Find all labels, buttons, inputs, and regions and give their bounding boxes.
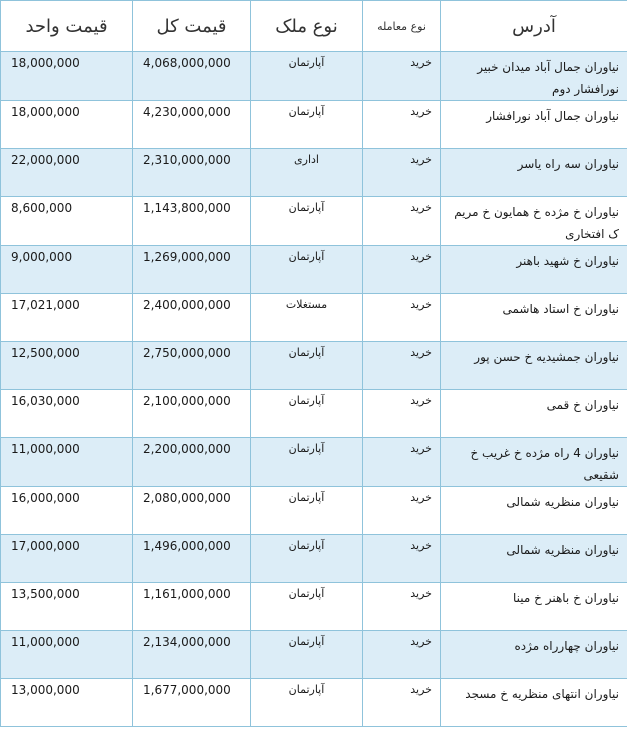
- total-price-cell: 4,068,000,000: [133, 52, 251, 101]
- transaction-type-cell: خرید: [363, 294, 441, 342]
- unit-price-cell: 13,000,000: [1, 679, 133, 727]
- unit-price-cell: 11,000,000: [1, 631, 133, 679]
- table-row: [1, 197, 627, 246]
- property-type-cell: آپارتمان: [251, 342, 363, 390]
- address-cell: نیاوران سه راه یاسر: [441, 149, 627, 197]
- total-price-cell: 2,134,000,000: [133, 631, 251, 679]
- table-row: [1, 631, 627, 679]
- property-type-cell: آپارتمان: [251, 583, 363, 631]
- total-price-cell: 1,677,000,000: [133, 679, 251, 727]
- total-price-cell: 4,230,000,000: [133, 101, 251, 149]
- transaction-type-cell: خرید: [363, 679, 441, 727]
- transaction-type-cell: خرید: [363, 631, 441, 679]
- total-price-cell: 2,750,000,000: [133, 342, 251, 390]
- address-cell: نیاوران خ باهنر خ مینا: [441, 583, 627, 631]
- property-type-cell: مستغلات: [251, 294, 363, 342]
- address-cell: نیاوران خ قمی: [441, 390, 627, 438]
- unit-price-cell: 11,000,000: [1, 438, 133, 487]
- address-cell: نیاوران خ استاد هاشمی: [441, 294, 627, 342]
- address-cell: نیاوران جمال آباد میدان خبیر نورافشار دوم: [441, 52, 627, 101]
- transaction-type-cell: خرید: [363, 197, 441, 246]
- table-row: [1, 679, 627, 727]
- total-price-cell: 1,161,000,000: [133, 583, 251, 631]
- transaction-type-cell: خرید: [363, 487, 441, 535]
- unit-price-cell: 18,000,000: [1, 101, 133, 149]
- total-price-cell: 1,496,000,000: [133, 535, 251, 583]
- table-row: [1, 149, 627, 197]
- address-cell: نیاوران خ مژده خ همایون خ مریم ک افتخاری: [441, 197, 627, 246]
- header-transaction-type: نوع معامله: [363, 1, 441, 52]
- table-body: [1, 52, 627, 727]
- address-cell: نیاوران چهارراه مژده: [441, 631, 627, 679]
- transaction-type-cell: خرید: [363, 52, 441, 101]
- table-row: [1, 294, 627, 342]
- unit-price-cell: 17,000,000: [1, 535, 133, 583]
- property-type-cell: آپارتمان: [251, 52, 363, 101]
- property-type-cell: اداری: [251, 149, 363, 197]
- total-price-cell: 1,269,000,000: [133, 246, 251, 294]
- address-cell: نیاوران منظریه شمالی: [441, 535, 627, 583]
- table-header-row: [1, 1, 627, 52]
- address-cell: نیاوران جمشیدیه خ حسن پور: [441, 342, 627, 390]
- total-price-cell: 2,080,000,000: [133, 487, 251, 535]
- property-type-cell: آپارتمان: [251, 679, 363, 727]
- header-unit-price: قیمت واحد: [1, 1, 133, 52]
- table-row: [1, 487, 627, 535]
- unit-price-cell: 13,500,000: [1, 583, 133, 631]
- address-cell: نیاوران خ شهید باهنر: [441, 246, 627, 294]
- property-type-cell: آپارتمان: [251, 246, 363, 294]
- unit-price-cell: 12,500,000: [1, 342, 133, 390]
- property-type-cell: آپارتمان: [251, 631, 363, 679]
- total-price-cell: 2,310,000,000: [133, 149, 251, 197]
- address-cell: نیاوران انتهای منظریه خ مسجد: [441, 679, 627, 727]
- property-type-cell: آپارتمان: [251, 390, 363, 438]
- header-address: آدرس: [441, 1, 627, 52]
- address-cell: نیاوران منظریه شمالی: [441, 487, 627, 535]
- property-type-cell: آپارتمان: [251, 101, 363, 149]
- transaction-type-cell: خرید: [363, 101, 441, 149]
- address-cell: نیاوران 4 راه مژده خ غریب خ شقیعی: [441, 438, 627, 487]
- table-row: [1, 246, 627, 294]
- transaction-type-cell: خرید: [363, 149, 441, 197]
- unit-price-cell: 17,021,000: [1, 294, 133, 342]
- transaction-type-cell: خرید: [363, 583, 441, 631]
- transaction-type-cell: خرید: [363, 342, 441, 390]
- header-property-type: نوع ملک: [251, 1, 363, 52]
- total-price-cell: 2,100,000,000: [133, 390, 251, 438]
- table-row: [1, 583, 627, 631]
- transaction-type-cell: خرید: [363, 535, 441, 583]
- transaction-type-cell: خرید: [363, 390, 441, 438]
- unit-price-cell: 22,000,000: [1, 149, 133, 197]
- table-row: [1, 535, 627, 583]
- address-cell: نیاوران جمال آباد نورافشار: [441, 101, 627, 149]
- table-row: [1, 438, 627, 487]
- total-price-cell: 2,400,000,000: [133, 294, 251, 342]
- header-total-price: قیمت کل: [133, 1, 251, 52]
- total-price-cell: 2,200,000,000: [133, 438, 251, 487]
- total-price-cell: 1,143,800,000: [133, 197, 251, 246]
- table-row: [1, 390, 627, 438]
- transaction-type-cell: خرید: [363, 438, 441, 487]
- property-type-cell: آپارتمان: [251, 438, 363, 487]
- property-type-cell: آپارتمان: [251, 535, 363, 583]
- unit-price-cell: 16,000,000: [1, 487, 133, 535]
- table-row: [1, 101, 627, 149]
- unit-price-cell: 8,600,000: [1, 197, 133, 246]
- property-type-cell: آپارتمان: [251, 487, 363, 535]
- unit-price-cell: 16,030,000: [1, 390, 133, 438]
- table-row: [1, 342, 627, 390]
- transaction-type-cell: خرید: [363, 246, 441, 294]
- unit-price-cell: 9,000,000: [1, 246, 133, 294]
- table-row: [1, 52, 627, 101]
- property-type-cell: آپارتمان: [251, 197, 363, 246]
- unit-price-cell: 18,000,000: [1, 52, 133, 101]
